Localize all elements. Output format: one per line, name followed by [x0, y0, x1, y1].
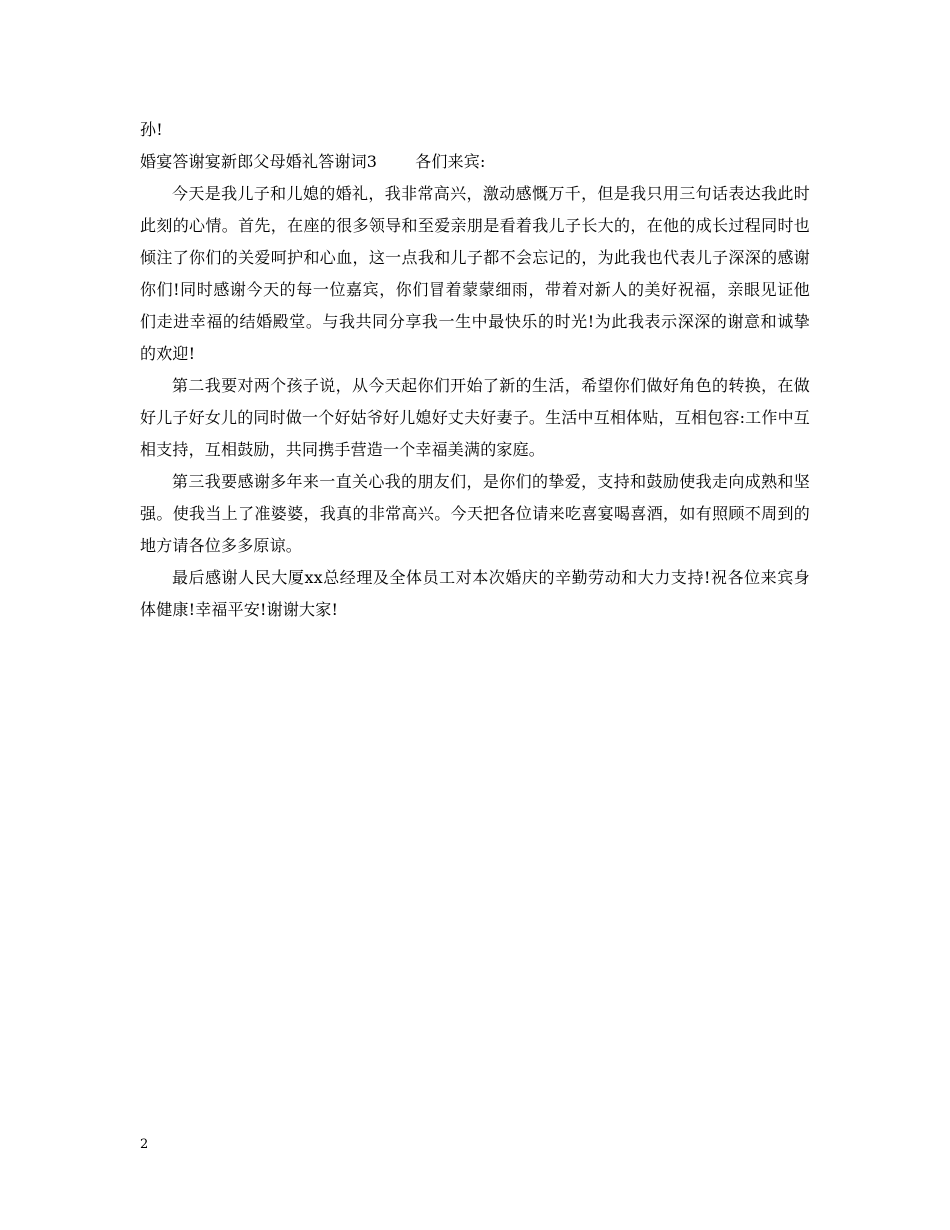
- speech-heading: [140, 146, 810, 178]
- paragraph-third: 第三我要感谢多年来一直关心我的朋友们，是你们的挚爱，支持和鼓励使我走向成熟和坚强。使我当上了准婆婆，我真的非常高兴。今天把各位请来吃喜宴喝喜酒，如有照顾不周到的地方请各位多多原谅。: [140, 472, 810, 555]
- page-number: 2: [140, 1137, 149, 1152]
- continuation-line: 孙!: [140, 120, 163, 139]
- paragraph-opening: 今天是我儿子和儿媳的婚礼，我非常高兴，激动感慨万千，但是我只用三句话表达我此时此刻的心情。首先，在座的很多领导和至爱亲朋是看着我儿子长大的，在他的成长过程同时也倾注了你们的关爱呵护和心血，这一点我和儿子都不会忘记的，为此我也代表儿子深深的感谢你们!同时感谢今天的每一位嘉宾，你们冒着蒙蒙细雨，带着对新人的美好祝福，亲眼见证他们走进幸福的结婚殿堂。与我共同分享我一生中最快乐的时光!为此我表示深深的谢意和诚挚的欢迎!: [140, 184, 810, 363]
- speech-title: 婚宴答谢宴新郎父母婚礼答谢词3: [140, 152, 378, 171]
- document-body: [140, 114, 810, 626]
- paragraph-second: 第二我要对两个孩子说，从今天起你们开始了新的生活，希望你们做好角色的转换，在做好儿子好女儿的同时做一个好姑爷好儿媳好丈夫好妻子。生活中互相体贴，互相包容:工作中互相支持，互相鼓励，共同携手营造一个幸福美满的家庭。: [140, 376, 810, 459]
- greeting: 各们来宾:: [415, 152, 486, 171]
- paragraph-closing: 最后感谢人民大厦xx总经理及全体员工对本次婚庆的辛勤劳动和大力支持!祝各位来宾身体健康!幸福平安!谢谢大家!: [140, 568, 810, 619]
